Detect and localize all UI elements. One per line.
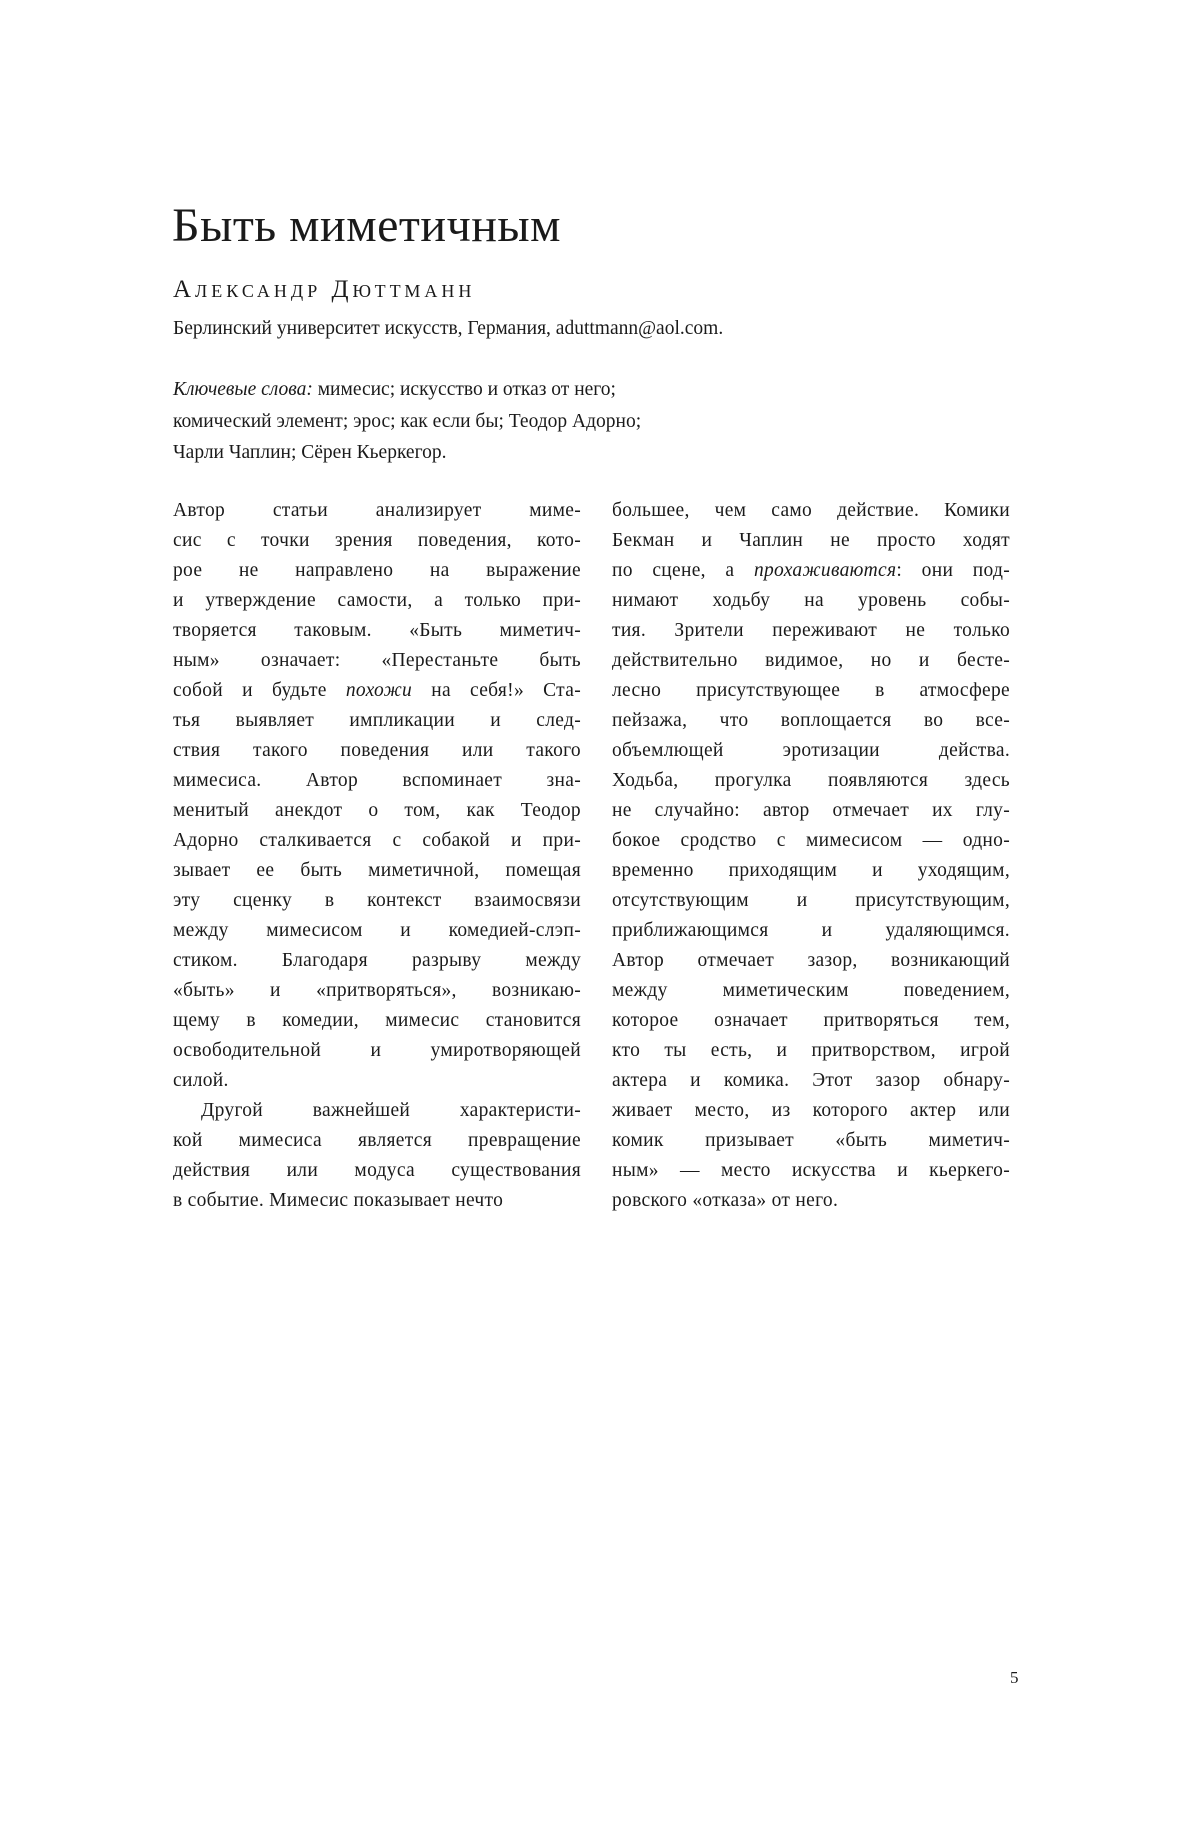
text-segment: рое не направлено на выражение: [173, 560, 581, 581]
text-segment: освободительной и умиротворяющей: [173, 1040, 581, 1061]
page-number: 5: [1010, 1668, 1019, 1687]
emphasis-text: похожи: [345, 680, 413, 701]
text-segment: отсутствующим и присутствующим,: [612, 890, 1010, 911]
text-segment: по сцене, а: [612, 560, 754, 581]
text-line: [173, 946, 581, 976]
text-line: [612, 1126, 1010, 1156]
text-line: [173, 676, 581, 706]
text-line: [612, 796, 1010, 826]
text-segment: «быть» и «притворяться», возникаю-: [173, 980, 581, 1001]
text-segment: зывает ее быть миметичной, помещая: [173, 860, 581, 881]
text-segment: приближающимся и удаляющимся.: [612, 920, 1010, 941]
text-segment: на себя!» Ста-: [412, 680, 581, 701]
text-segment: щему в комедии, мимесис становится: [173, 1010, 581, 1031]
author-name: Александр Дюттманн: [173, 276, 476, 303]
abstract-column-right: [612, 496, 1010, 1216]
text-line: [173, 976, 581, 1006]
text-line: [173, 1066, 581, 1096]
text-segment: Автор отмечает зазор, возникающий: [612, 950, 1010, 971]
text-segment: не случайно: автор отмечает их глу-: [612, 800, 1010, 821]
text-line: [173, 766, 581, 796]
text-segment: в событие. Мимесис показывает нечто: [173, 1190, 504, 1211]
text-line: [173, 1156, 581, 1186]
text-segment: которое означает притворяться тем,: [612, 1010, 1010, 1031]
text-segment: тия. Зрители переживают не только: [612, 620, 1010, 641]
text-line: [612, 676, 1010, 706]
text-segment: тья выявляет импликации и след-: [173, 710, 581, 731]
text-segment: между миметическим поведением,: [612, 980, 1010, 1001]
text-segment: Другой важнейшей характеристи-: [201, 1100, 581, 1121]
text-line: [173, 1126, 581, 1156]
text-line: [612, 496, 1010, 526]
text-segment: ным» означает: «Перестаньте быть: [173, 650, 581, 671]
text-line: [612, 1036, 1010, 1066]
text-line: [612, 646, 1010, 676]
text-line: [612, 736, 1010, 766]
text-line: [173, 916, 581, 946]
text-segment: менитый анекдот о том, как Теодор: [173, 800, 581, 821]
text-line: [173, 1096, 581, 1126]
text-line: [612, 856, 1010, 886]
text-line: [173, 1036, 581, 1066]
text-line: [612, 586, 1010, 616]
text-segment: кой мимесиса является превращение: [173, 1130, 581, 1151]
abstract-column-left: [173, 496, 581, 1216]
text-segment: большее, чем само действие. Комики: [612, 500, 1010, 521]
text-segment: ровского «отказа» от него.: [612, 1190, 839, 1211]
text-line: [173, 526, 581, 556]
text-line: [173, 616, 581, 646]
text-segment: лесно присутствующее в атмосфере: [612, 680, 1010, 701]
keywords-block: [173, 374, 641, 469]
text-segment: сис с точки зрения поведения, кото-: [173, 530, 581, 551]
keywords-line: [173, 374, 641, 406]
text-segment: объемлющей эротизации действа.: [612, 740, 1010, 761]
text-segment: между мимесисом и комедией-слэп-: [173, 920, 581, 941]
text-segment: действия или модуса существования: [173, 1160, 581, 1181]
keywords-label: Ключевые слова:: [173, 379, 313, 400]
text-line: [612, 886, 1010, 916]
article-title: Быть миметичным: [172, 199, 562, 252]
text-segment: действительно видимое, но и бесте-: [612, 650, 1010, 671]
text-line: [612, 976, 1010, 1006]
text-line: [612, 556, 1010, 586]
text-line: [173, 1186, 581, 1216]
keywords-line: Чарли Чаплин; Сёрен Кьеркегор.: [173, 442, 447, 463]
text-segment: Автор статьи анализирует миме-: [173, 500, 581, 521]
emphasis-text: прохаживаются: [753, 560, 897, 581]
text-segment: мимесиса. Автор вспоминает зна-: [173, 770, 581, 791]
text-line: [612, 1156, 1010, 1186]
text-line: [173, 886, 581, 916]
text-segment: силой.: [173, 1070, 229, 1091]
text-segment: комик призывает «быть миметич-: [612, 1130, 1010, 1151]
text-segment: ствия такого поведения или такого: [173, 740, 581, 761]
text-segment: ным» — место искусства и кьеркего-: [612, 1160, 1010, 1181]
text-line: [612, 526, 1010, 556]
text-segment: Бекман и Чаплин не просто ходят: [612, 530, 1010, 551]
text-line: [612, 916, 1010, 946]
text-line: [173, 646, 581, 676]
text-line: [612, 1096, 1010, 1126]
text-line: [173, 706, 581, 736]
keywords-line: комический элемент; эрос; как если бы; Теодор Адорно;: [173, 410, 642, 432]
text-segment: собой и будьте: [173, 680, 346, 701]
text-line: [612, 766, 1010, 796]
text-line: [612, 1066, 1010, 1096]
text-line: [173, 586, 581, 616]
text-segment: нимают ходьбу на уровень собы-: [612, 590, 1010, 611]
text-segment: актера и комика. Этот зазор обнару-: [612, 1070, 1010, 1091]
text-line: [173, 496, 581, 526]
text-segment: пейзажа, что воплощается во все-: [612, 710, 1010, 731]
text-segment: кто ты есть, и притворством, игрой: [612, 1040, 1010, 1061]
text-segment: бокое сродство с мимесисом — одно-: [612, 830, 1010, 851]
text-segment: : они под-: [896, 560, 1010, 581]
text-segment: живает место, из которого актер или: [612, 1100, 1010, 1121]
text-line: [173, 796, 581, 826]
text-line: [612, 826, 1010, 856]
text-segment: Адорно сталкивается с собакой и при-: [173, 830, 581, 851]
text-line: [173, 736, 581, 766]
author-affiliation: Берлинский университет искусств, Германия, aduttmann@aol.com.: [173, 318, 724, 339]
text-line: [612, 1186, 1010, 1216]
text-line: [173, 1006, 581, 1036]
text-segment: временно приходящим и уходящим,: [612, 860, 1010, 881]
text-line: [612, 616, 1010, 646]
text-line: [173, 826, 581, 856]
text-line: [612, 946, 1010, 976]
text-line: [173, 556, 581, 586]
text-segment: Ходьба, прогулка появляются здесь: [612, 770, 1010, 791]
text-segment: эту сценку в контекст взаимосвязи: [173, 890, 581, 911]
text-line: [612, 706, 1010, 736]
text-segment: творяется таковым. «Быть миметич-: [173, 620, 581, 641]
keywords-text: мимесис; искусство и отказ от него;: [312, 379, 616, 400]
text-line: [612, 1006, 1010, 1036]
text-segment: и утверждение самости, а только при-: [173, 590, 581, 611]
text-line: [173, 856, 581, 886]
text-segment: стиком. Благодаря разрыву между: [173, 950, 581, 971]
